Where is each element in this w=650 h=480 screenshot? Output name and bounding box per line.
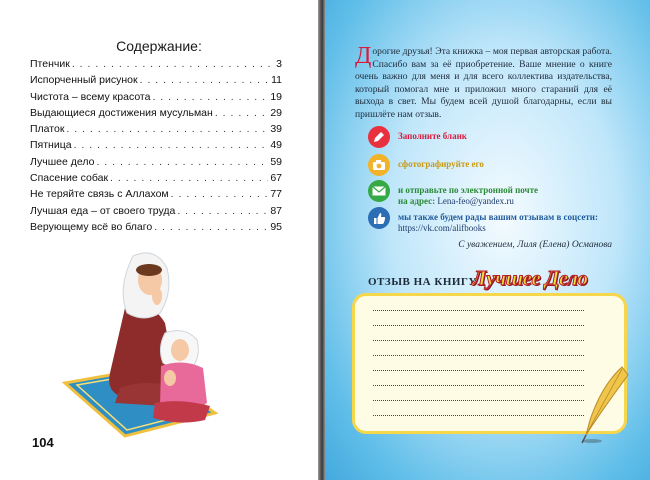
toc-entry-page: 29	[270, 106, 282, 119]
toc-leader-dots	[171, 188, 269, 200]
intro-text: орогие друзья! Эта книжка – моя первая авторская работа. Спасибо вам за её приобретение. Ваше мнение о книге очень важно для меня и для всего коллектива издательства, который помогал мне и приложил много стараний для её выхода в свет. Мы будем всей душой благодарны, если вы пришлёте нам отзыв.	[355, 46, 612, 120]
toc-row	[30, 107, 282, 123]
toc-row	[30, 74, 282, 90]
toc-row	[30, 172, 282, 188]
vk-link[interactable]: https://vk.com/alifbooks	[398, 223, 486, 233]
step-3-label: и отправьте по электронной почте	[398, 185, 539, 195]
toc-entry-title: Птенчик	[30, 58, 70, 70]
toc-entry-page: 19	[270, 90, 282, 103]
step-social	[368, 207, 598, 234]
toc-entry-title: Лучшее дело	[30, 155, 95, 168]
step-4-label: мы также будем рады вашим отзывам в соцсети:	[398, 212, 598, 222]
toc-entry-page: 59	[270, 155, 282, 168]
intro-paragraph	[355, 43, 612, 122]
toc-entry-page: 11	[271, 74, 282, 87]
step-1-label: Заполните бланк	[398, 131, 467, 141]
quill-pen-icon	[572, 365, 632, 445]
step-photograph	[368, 154, 484, 176]
like-icon	[368, 207, 390, 229]
toc-leader-dots	[110, 172, 268, 184]
step-send-email	[368, 180, 538, 207]
praying-mother-daughter-illustration	[55, 238, 255, 438]
mail-icon	[368, 180, 390, 202]
toc-entry-page: 95	[270, 220, 282, 233]
form-write-line[interactable]	[373, 370, 584, 371]
pencil-icon	[368, 126, 390, 148]
toc-entry-title: Верующему всё во благо	[30, 220, 153, 233]
toc-leader-dots	[74, 139, 269, 151]
toc-entry-title: Чистота – всему красота	[30, 90, 151, 103]
book-spine	[318, 0, 325, 480]
toc-entry-page: 67	[270, 172, 282, 185]
form-write-line[interactable]	[373, 415, 584, 416]
toc-leader-dots	[177, 205, 268, 217]
left-page	[0, 0, 318, 480]
step-3-address-label: на адрес:	[398, 196, 438, 206]
email-link[interactable]: Lena-feo@yandex.ru	[437, 196, 514, 206]
form-write-line[interactable]	[373, 310, 584, 311]
toc-entry-page: 49	[270, 139, 282, 152]
toc-leader-dots	[215, 107, 269, 119]
drop-cap: Д	[355, 43, 372, 69]
toc-entry-title: Испорченный рисунок	[30, 74, 138, 87]
toc-leader-dots	[154, 221, 268, 233]
toc-row	[30, 123, 282, 139]
page-number: 104	[32, 435, 54, 450]
step-fill-form	[368, 126, 467, 148]
form-write-line[interactable]	[373, 400, 584, 401]
toc-leader-dots	[96, 156, 268, 168]
book-title-logo: Лучшее Дело	[472, 266, 588, 290]
review-form	[352, 293, 627, 434]
toc-row	[30, 91, 282, 107]
form-write-line[interactable]	[373, 355, 584, 356]
toc-row	[30, 58, 282, 74]
toc-entry-page: 3	[276, 58, 282, 70]
step-2-label: сфотографируйте его	[398, 159, 484, 169]
toc-entry-title: Спасение собак	[30, 172, 109, 185]
toc-row	[30, 221, 282, 237]
form-write-line[interactable]	[373, 340, 584, 341]
toc-leader-dots	[72, 58, 274, 70]
camera-icon	[368, 154, 390, 176]
signature: С уважением, Лиля (Елена) Османова	[458, 240, 612, 250]
toc-title: Содержание:	[116, 38, 202, 54]
table-of-contents	[30, 58, 282, 237]
toc-entry-title: Пятница	[30, 139, 72, 152]
toc-entry-title: Не теряйте связь с Аллахом	[30, 188, 169, 201]
toc-leader-dots	[140, 74, 269, 86]
toc-entry-page: 39	[270, 123, 282, 136]
review-heading: ОТЗЫВ НА КНИГУ	[368, 276, 477, 288]
toc-leader-dots	[66, 123, 268, 135]
toc-row	[30, 156, 282, 172]
toc-entry-page: 87	[270, 204, 282, 217]
toc-entry-title: Платок	[30, 123, 65, 136]
toc-entry-page: 77	[270, 188, 282, 201]
toc-entry-title: Лучшая еда – от своего труда	[30, 204, 176, 217]
toc-row	[30, 188, 282, 204]
form-write-line[interactable]	[373, 385, 584, 386]
toc-row	[30, 205, 282, 221]
toc-entry-title: Выдающиеся достижения мусульман	[30, 106, 213, 119]
toc-row	[30, 139, 282, 155]
toc-leader-dots	[152, 91, 268, 103]
form-write-line[interactable]	[373, 325, 584, 326]
